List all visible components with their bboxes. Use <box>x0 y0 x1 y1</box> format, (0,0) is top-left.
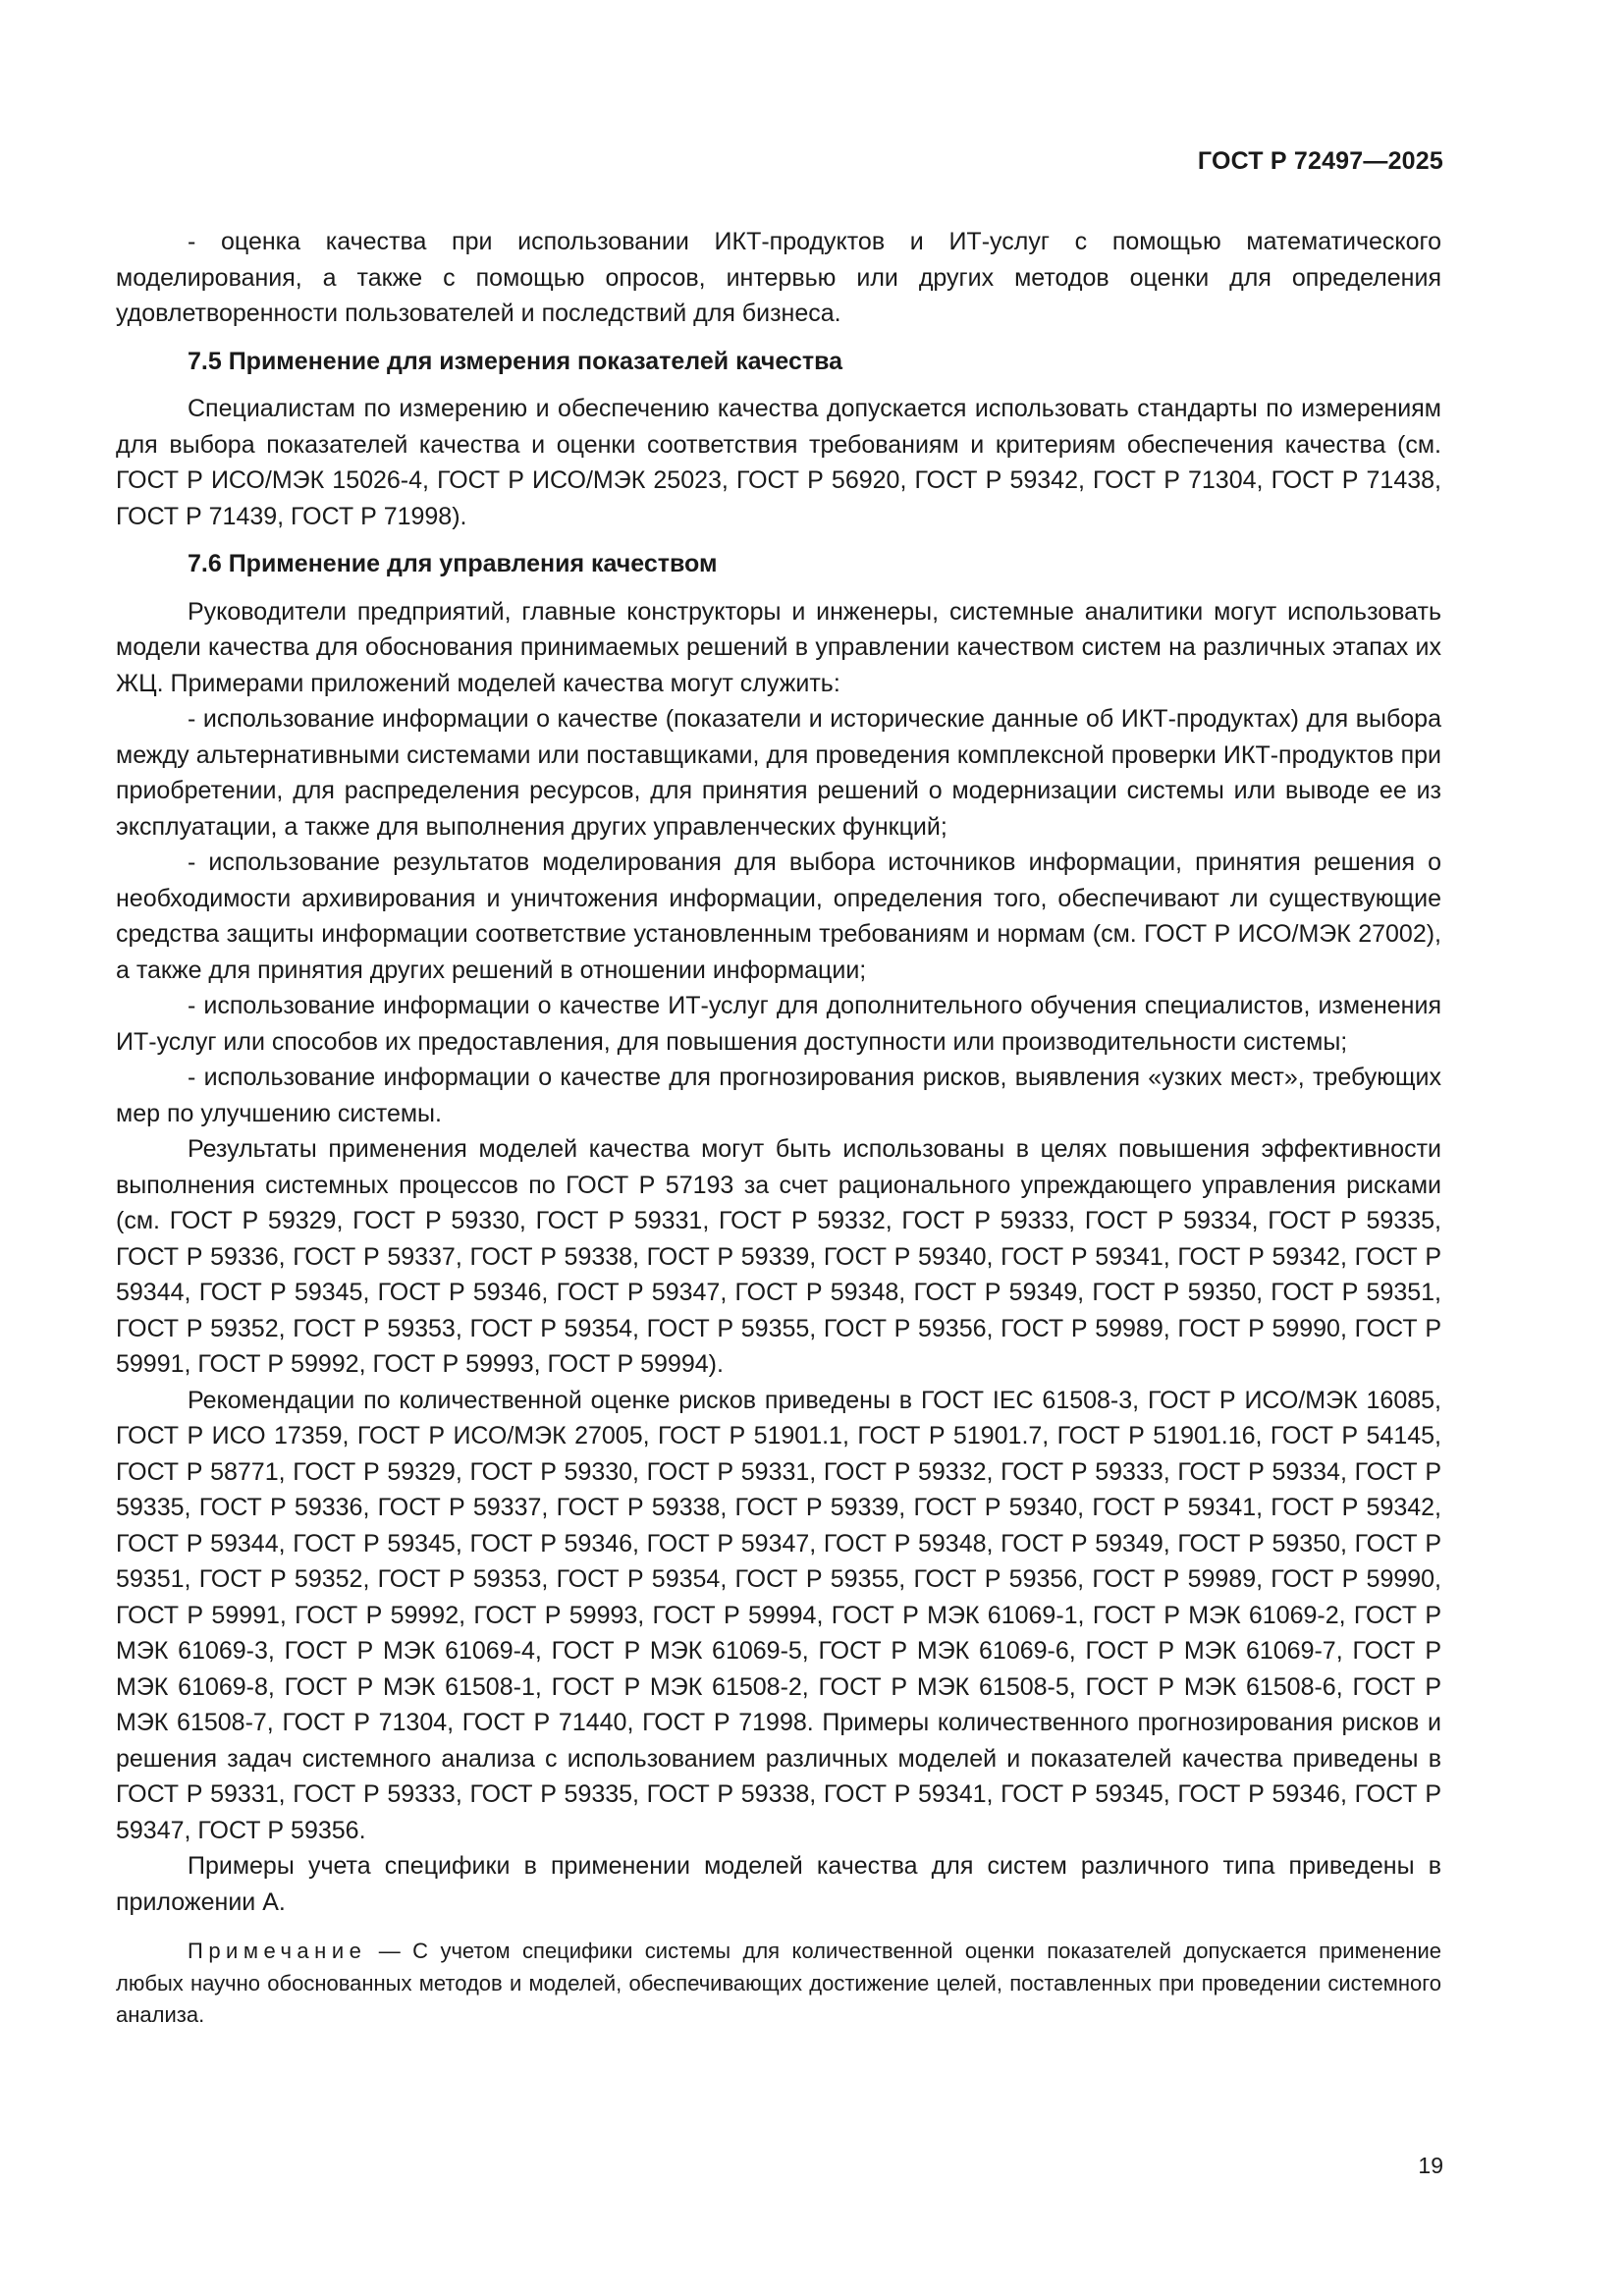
list-item-quality-info: - использование информации о качестве (показатели и исторические данные об ИКТ-продуктах) для выбора между альтернативными системами или поставщиками, для проведения комплексной проверки ИКТ-продуктов при приобретении, для распределения ресурсов, для принятия решений о модернизации системы или выводе ее из эксплуатации, а также для выполнения других управленческих функций; <box>116 705 1441 841</box>
note-label: Примечание <box>188 1939 367 1963</box>
section-7-5-heading: 7.5 Применение для измерения показателей качества <box>188 347 843 375</box>
section-7-5-paragraph: Специалистам по измерению и обеспечению качества допускается использовать стандарты по измерениям для выбора показателей качества и оценки соответствия требованиям и критериям обеспечения качества (см. ГОСТ Р ИСО/МЭК 15026-4, ГОСТ Р ИСО/МЭК 25023, ГОСТ Р 56920, ГОСТ Р 59342, ГОСТ Р 71304, ГОСТ Р 71438, ГОСТ Р 71439, ГОСТ Р 71998). <box>116 395 1441 530</box>
section-7-6-heading: 7.6 Применение для управления качеством <box>188 550 718 577</box>
paragraph-examples: Примеры учета специфики в применении моделей качества для систем различного типа приведены в приложении А. <box>116 1852 1441 1916</box>
document-code: ГОСТ Р 72497—2025 <box>1197 147 1443 175</box>
list-item-modeling-results: - использование результатов моделирования для выбора источников информации, принятия решения о необходимости архивирования и уничтожения информации, определения того, обеспечивают ли существующие средства защиты информации соответствие установленным требованиям и нормам (см. ГОСТ Р ИСО/МЭК 27002), а также для принятия других решений в отношении информации; <box>116 848 1441 984</box>
list-item-risk-forecast: - использование информации о качестве для прогнозирования рисков, выявления «узких мест», требующих мер по улучшению системы. <box>116 1064 1441 1127</box>
intro-list-item: - оценка качества при использовании ИКТ-продуктов и ИТ-услуг с помощью математического моделирования, а также с помощью опросов, интервью или других методов оценки для определения удовлетворенности пользователей и последствий для бизнеса. <box>116 228 1441 327</box>
note <box>116 1936 1441 2032</box>
section-7-6-intro-paragraph: Руководители предприятий, главные конструкторы и инженеры, системные аналитики могут использовать модели качества для обоснования принимаемых решений в управлении качеством систем на различных этапах их ЖЦ. Примерами приложений моделей качества могут служить: <box>116 597 1441 697</box>
page-content <box>116 224 1441 2032</box>
list-item-it-services: - использование информации о качестве ИТ-услуг для дополнительного обучения специалистов, изменения ИТ-услуг или способов их предоставления, для повышения доступности или производительности системы; <box>116 992 1441 1056</box>
paragraph-results: Результаты применения моделей качества могут быть использованы в целях повышения эффективности выполнения системных процессов по ГОСТ Р 57193 за счет рационального упреждающего управления рисками (см. ГОСТ Р 59329, ГОСТ Р 59330, ГОСТ Р 59331, ГОСТ Р 59332, ГОСТ Р 59333, ГОСТ Р 59334, ГОСТ Р 59335, ГОСТ Р 59336, ГОСТ Р 59337, ГОСТ Р 59338, ГОСТ Р 59339, ГОСТ Р 59340, ГОСТ Р 59341, ГОСТ Р 59342, ГОСТ Р 59344, ГОСТ Р 59345, ГОСТ Р 59346, ГОСТ Р 59347, ГОСТ Р 59348, ГОСТ Р 59349, ГОСТ Р 59350, ГОСТ Р 59351, ГОСТ Р 59352, ГОСТ Р 59353, ГОСТ Р 59354, ГОСТ Р 59355, ГОСТ Р 59356, ГОСТ Р 59989, ГОСТ Р 59990, ГОСТ Р 59991, ГОСТ Р 59992, ГОСТ Р 59993, ГОСТ Р 59994). <box>116 1135 1441 1378</box>
note-text: — С учетом специфики системы для количественной оценки показателей допускается применение любых научно обоснованных методов и моделей, обеспечивающих достижение целей, поставленных при проведении системного анализа. <box>116 1939 1441 2027</box>
paragraph-recommendations: Рекомендации по количественной оценке рисков приведены в ГОСТ IEC 61508-3, ГОСТ Р ИСО/МЭК 16085, ГОСТ Р ИСО 17359, ГОСТ Р ИСО/МЭК 27005, ГОСТ Р 51901.1, ГОСТ Р 51901.7, ГОСТ Р 51901.16, ГОСТ Р 54145, ГОСТ Р 58771, ГОСТ Р 59329, ГОСТ Р 59330, ГОСТ Р 59331, ГОСТ Р 59332, ГОСТ Р 59333, ГОСТ Р 59334, ГОСТ Р 59335, ГОСТ Р 59336, ГОСТ Р 59337, ГОСТ Р 59338, ГОСТ Р 59339, ГОСТ Р 59340, ГОСТ Р 59341, ГОСТ Р 59342, ГОСТ Р 59344, ГОСТ Р 59345, ГОСТ Р 59346, ГОСТ Р 59347, ГОСТ Р 59348, ГОСТ Р 59349, ГОСТ Р 59350, ГОСТ Р 59351, ГОСТ Р 59352, ГОСТ Р 59353, ГОСТ Р 59354, ГОСТ Р 59355, ГОСТ Р 59356, ГОСТ Р 59989, ГОСТ Р 59990, ГОСТ Р 59991, ГОСТ Р 59992, ГОСТ Р 59993, ГОСТ Р 59994, ГОСТ Р МЭК 61069-1, ГОСТ Р МЭК 61069-2, ГОСТ Р МЭК 61069-3, ГОСТ Р МЭК 61069-4, ГОСТ Р МЭК 61069-5, ГОСТ Р МЭК 61069-6, ГОСТ Р МЭК 61069-7, ГОСТ Р МЭК 61069-8, ГОСТ Р МЭК 61508-1, ГОСТ Р МЭК 61508-2, ГОСТ Р МЭК 61508-5, ГОСТ Р МЭК 61508-6, ГОСТ Р МЭК 61508-7, ГОСТ Р 71304, ГОСТ Р 71440, ГОСТ Р 71998. Примеры количественного прогнозирования рисков и решения задач системного анализа с использованием различных моделей и показателей качества приведены в ГОСТ Р 59331, ГОСТ Р 59333, ГОСТ Р 59335, ГОСТ Р 59338, ГОСТ Р 59341, ГОСТ Р 59345, ГОСТ Р 59346, ГОСТ Р 59347, ГОСТ Р 59356. <box>116 1386 1441 1844</box>
page-number: 19 <box>1418 2153 1443 2178</box>
